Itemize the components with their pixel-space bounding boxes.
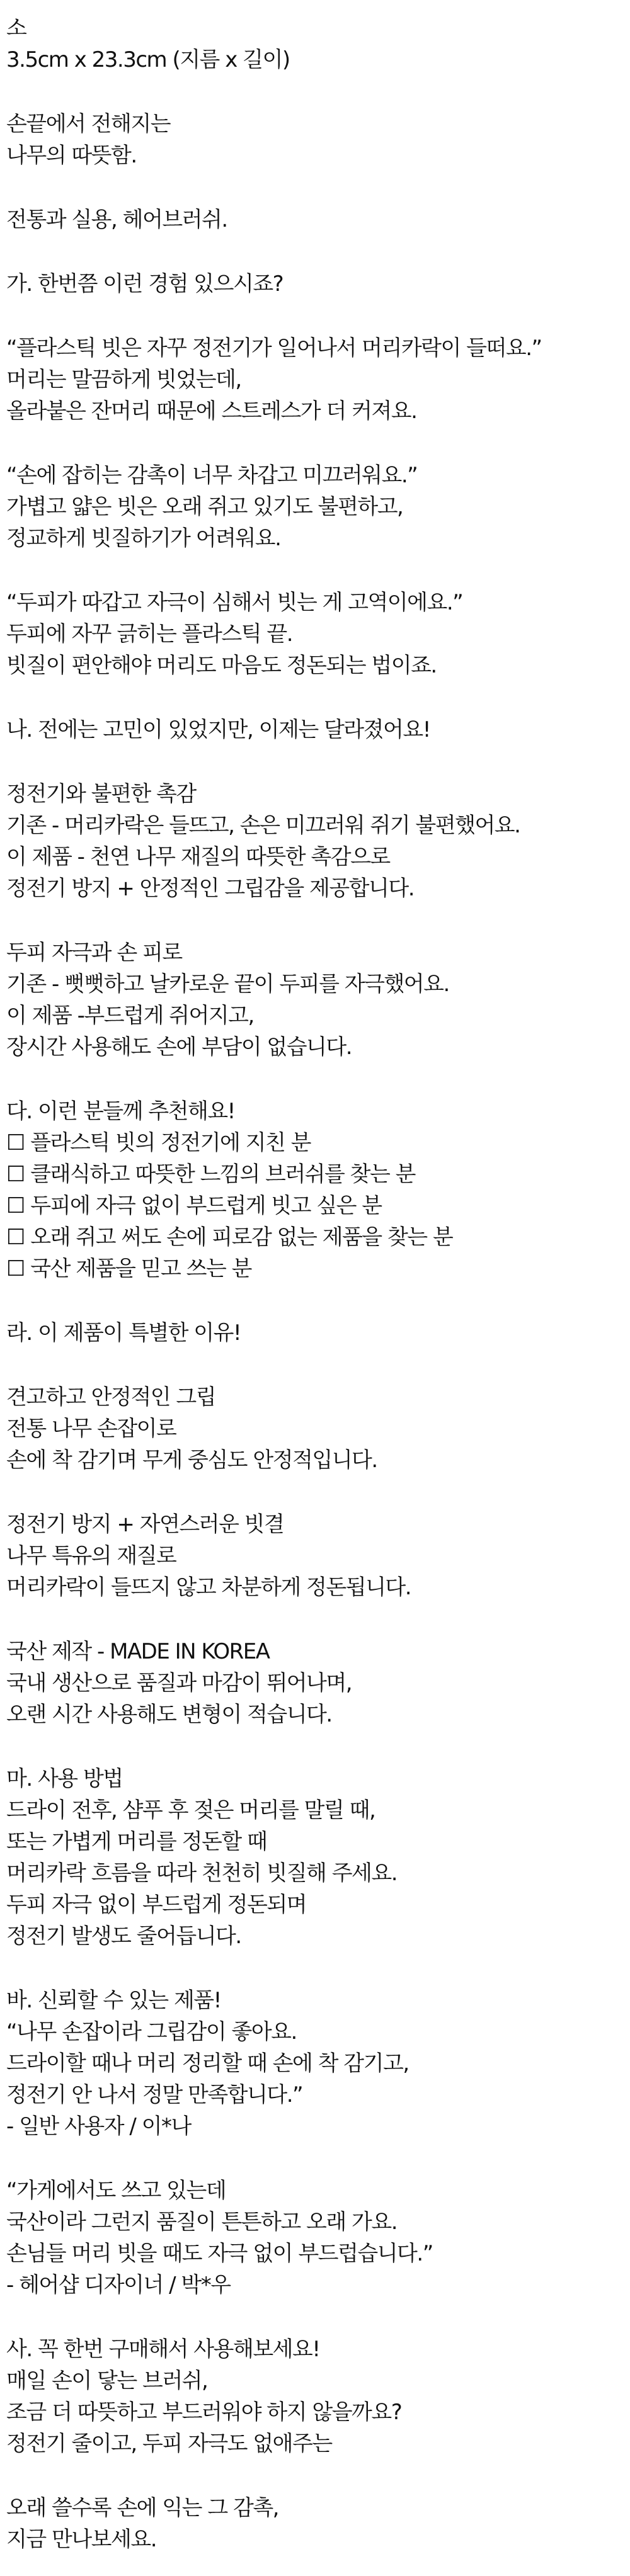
paragraph-gap (6, 1063, 611, 1096)
text-line: 소 (6, 16, 26, 41)
text-line: 손끝에서 전해지는 (6, 111, 171, 137)
text-line: 국산이라 그런지 품질이 튼튼하고 오래 가요. (6, 2210, 398, 2235)
paragraph (6, 1763, 611, 1952)
text-line: 정전기 방지 + 자연스러운 빗결 (6, 1512, 284, 1537)
paragraph (6, 1317, 611, 1349)
text-line: 국산 제작 - MADE IN KOREA (6, 1639, 270, 1664)
paragraph (6, 937, 611, 1063)
paragraph-gap (6, 554, 611, 587)
text-line: 마. 사용 방법 (6, 1766, 123, 1791)
paragraph-gap (6, 2301, 611, 2334)
paragraph-gap (6, 746, 611, 778)
text-line: 기존 - 뻣뻣하고 날카로운 끝이 두피를 자극했어요. (6, 972, 449, 997)
paragraph-gap (6, 904, 611, 937)
paragraph (6, 1636, 611, 1730)
text-line: ☐ 오래 쥐고 써도 손에 피로감 없는 제품을 찾는 분 (6, 1225, 453, 1250)
text-line: “플라스틱 빗은 자꾸 정전기가 일어나서 머리카락이 들떠요.” (6, 336, 542, 361)
paragraph-gap (6, 1952, 611, 1985)
text-line: 오랜 시간 사용해도 변형이 적습니다. (6, 1702, 332, 1727)
text-line: 나. 전에는 고민이 있었지만, 이제는 달라졌어요! (6, 717, 430, 742)
text-line: 이 제품 -부드럽게 쥐어지고, (6, 1003, 254, 1028)
text-line: “가게에서도 쓰고 있는데 (6, 2178, 226, 2203)
paragraph-gap (6, 1730, 611, 1763)
text-line: 장시간 사용해도 손에 부담이 없습니다. (6, 1035, 352, 1060)
text-line: 가볍고 얇은 빗은 오래 쥐고 있기도 불편하고, (6, 494, 403, 519)
text-line: 견고하고 안정적인 그립 (6, 1385, 216, 1410)
paragraph (6, 1509, 611, 1603)
paragraph-gap (6, 1603, 611, 1636)
paragraph (6, 2175, 611, 2301)
paragraph (6, 1382, 611, 1476)
paragraph (6, 587, 611, 681)
text-line: 사. 꼭 한번 구매해서 사용해보세요! (6, 2337, 320, 2362)
text-line: 이 제품 - 천연 나무 재질의 따뜻한 촉감으로 (6, 844, 390, 870)
text-line: 정전기 발생도 줄어듭니다. (6, 1924, 241, 1949)
text-line: 올라붙은 잔머리 때문에 스트레스가 더 커져요. (6, 399, 417, 424)
text-line: 또는 가볍게 머리를 정돈할 때 (6, 1829, 267, 1854)
text-line: 지금 만나보세요. (6, 2527, 157, 2552)
paragraph (6, 778, 611, 904)
text-line: 드라이할 때나 머리 정리할 때 손에 착 감기고, (6, 2051, 409, 2076)
text-line: 정전기 방지 + 안정적인 그립감을 제공합니다. (6, 876, 415, 901)
text-line: 전통 나무 손잡이로 (6, 1416, 176, 1441)
product-description (6, 13, 611, 2555)
text-line: 빗질이 편안해야 머리도 마음도 정돈되는 법이죠. (6, 653, 437, 678)
text-line: 손님들 머리 빗을 때도 자극 없이 부드럽습니다.” (6, 2241, 433, 2266)
text-line: 오래 쓸수록 손에 익는 그 감촉, (6, 2495, 278, 2521)
text-line: 드라이 전후, 샴푸 후 젖은 머리를 말릴 때, (6, 1798, 375, 1823)
text-line: 3.5cm x 23.3cm (지름 x 길이) (6, 47, 290, 72)
text-line: 기존 - 머리카락은 들뜨고, 손은 미끄러워 쥐기 불편했어요. (6, 813, 520, 838)
text-line: “나무 손잡이라 그립감이 좋아요. (6, 2019, 297, 2045)
text-line: ☐ 플라스틱 빗의 정전기에 지친 분 (6, 1130, 311, 1155)
text-line: 정전기 안 나서 정말 만족합니다.” (6, 2082, 303, 2108)
paragraph-gap (6, 1349, 611, 1382)
text-line: 머리카락 흐름을 따라 천천히 빗질해 주세요. (6, 1861, 398, 1886)
text-line: 정전기와 불편한 촉감 (6, 781, 196, 807)
paragraph (6, 332, 611, 427)
text-line: 머리카락이 들뜨지 않고 차분하게 정돈됩니다. (6, 1575, 411, 1600)
text-line: 라. 이 제품이 특별한 이유! (6, 1320, 241, 1346)
text-line: - 헤어샵 디자이너 / 박*우 (6, 2272, 231, 2298)
paragraph-gap (6, 1285, 611, 1317)
paragraph (6, 1985, 611, 2142)
paragraph-gap (6, 171, 611, 204)
paragraph-gap (6, 300, 611, 332)
paragraph-gap (6, 2142, 611, 2175)
text-line: - 일반 사용자 / 이*나 (6, 2114, 191, 2139)
text-line: 조금 더 따뜻하고 부드러워야 하지 않을까요? (6, 2400, 402, 2425)
paragraph (6, 714, 611, 746)
text-line: ☐ 클래식하고 따뜻한 느낌의 브러쉬를 찾는 분 (6, 1162, 416, 1187)
text-line: 정전기 줄이고, 두피 자극도 없애주는 (6, 2431, 332, 2456)
paragraph-gap (6, 427, 611, 460)
text-line: 두피 자극 없이 부드럽게 정돈되며 (6, 1892, 307, 1917)
text-line: 두피 자극과 손 피로 (6, 940, 182, 965)
paragraph-gap (6, 235, 611, 268)
text-line: 바. 신뢰할 수 있는 제품! (6, 1988, 221, 2013)
text-line: 머리는 말끔하게 빗었는데, (6, 367, 241, 392)
paragraph (6, 460, 611, 554)
paragraph-gap (6, 2460, 611, 2492)
text-line: 다. 이런 분들께 추천해요! (6, 1099, 235, 1124)
paragraph-gap (6, 76, 611, 108)
text-line: 매일 손이 닿는 브러쉬, (6, 2368, 208, 2393)
paragraph (6, 2492, 611, 2555)
text-line: 두피에 자꾸 긁히는 플라스틱 끝. (6, 621, 293, 647)
text-line: 가. 한번쯤 이런 경험 있으시죠? (6, 271, 284, 297)
paragraph (6, 2334, 611, 2460)
paragraph (6, 1096, 611, 1285)
text-line: 손에 착 감기며 무게 중심도 안정적입니다. (6, 1448, 377, 1473)
text-line: 나무의 따뜻함. (6, 143, 137, 168)
paragraph (6, 268, 611, 300)
text-line: 국내 생산으로 품질과 마감이 뛰어나며, (6, 1671, 352, 1696)
text-line: 정교하게 빗질하기가 어려워요. (6, 526, 281, 551)
text-line: 나무 특유의 재질로 (6, 1543, 176, 1569)
paragraph-gap (6, 681, 611, 714)
paragraph-gap (6, 1476, 611, 1509)
text-line: “손에 잡히는 감촉이 너무 차갑고 미끄러워요.” (6, 463, 418, 488)
text-line: ☐ 국산 제품을 믿고 쓰는 분 (6, 1256, 251, 1281)
text-line: ☐ 두피에 자극 없이 부드럽게 빗고 싶은 분 (6, 1193, 382, 1218)
paragraph (6, 204, 611, 235)
paragraph (6, 108, 611, 171)
text-line: “두피가 따갑고 자극이 심해서 빗는 게 고역이에요.” (6, 590, 463, 615)
text-line: 전통과 실용, 헤어브러쉬. (6, 207, 227, 232)
paragraph (6, 13, 611, 76)
